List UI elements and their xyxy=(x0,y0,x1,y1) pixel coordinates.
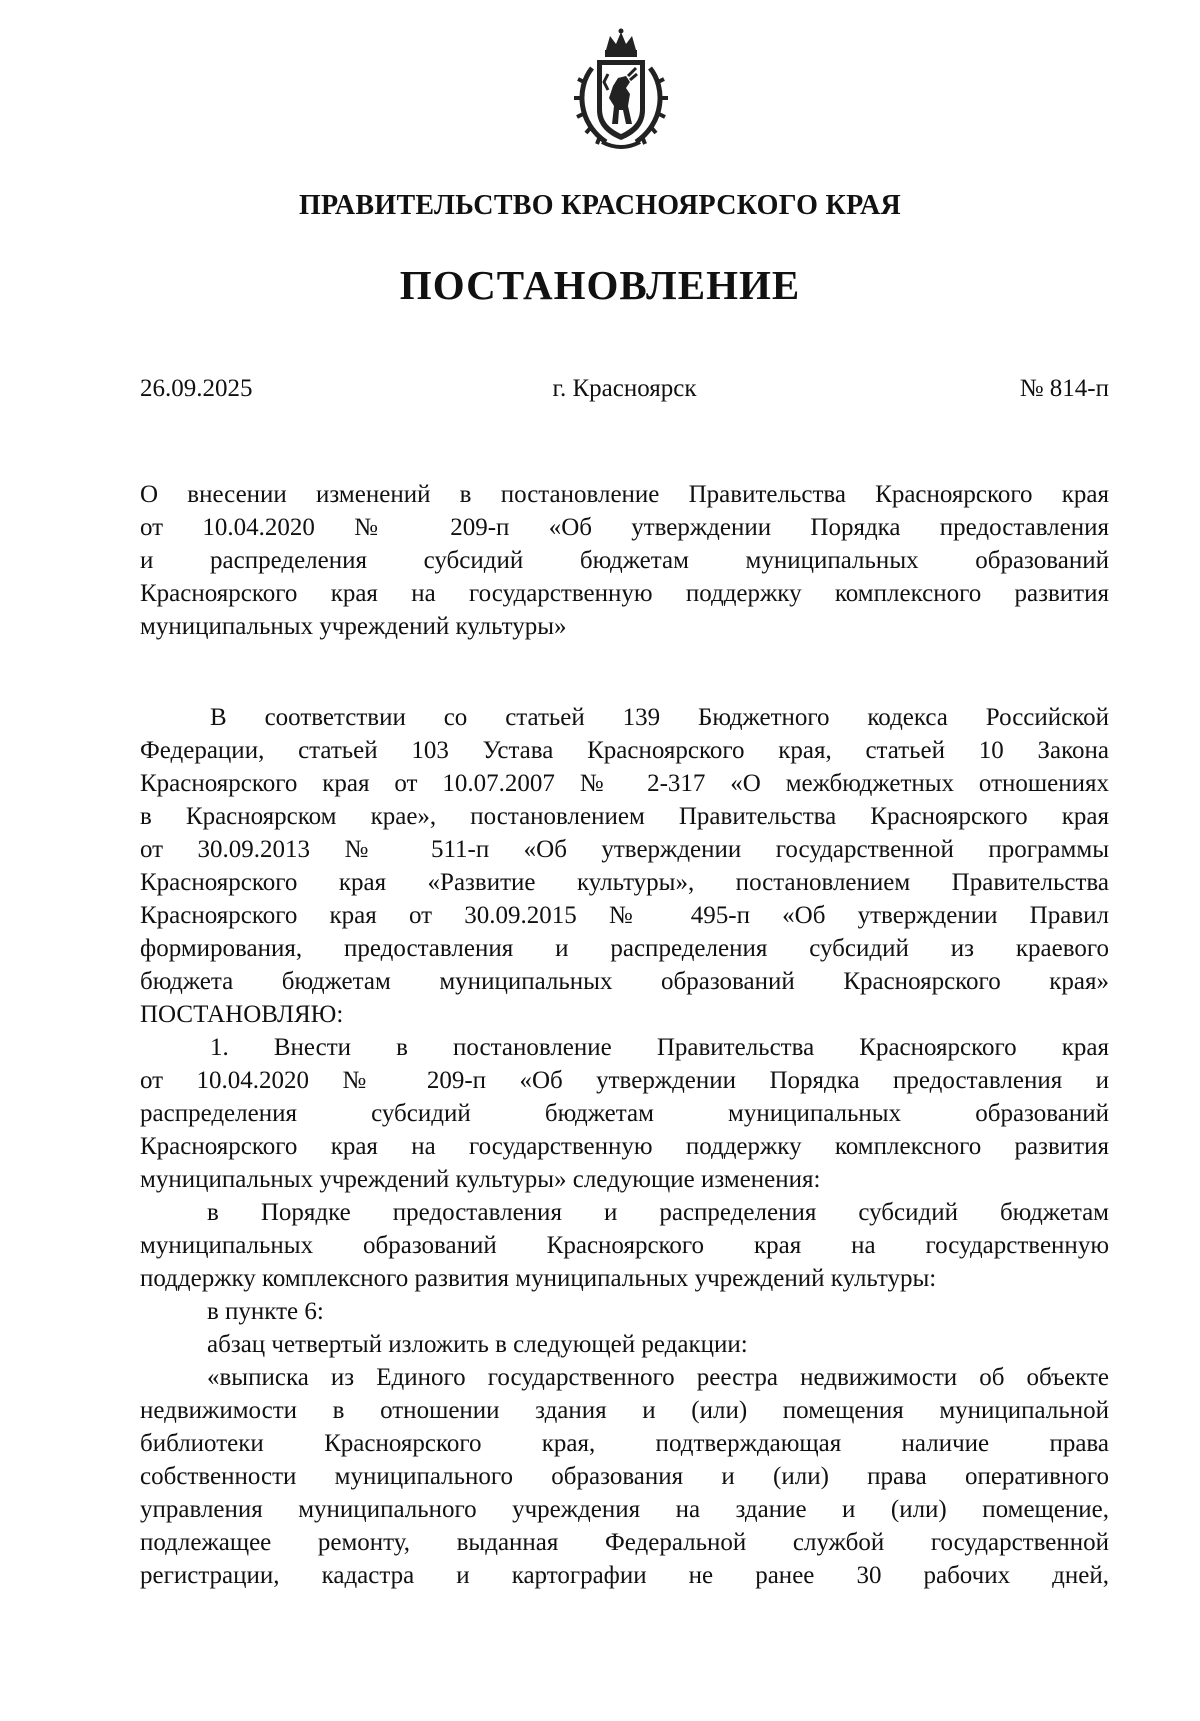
body-line: формирования, предоставления и распределения субсидий из краевого xyxy=(140,935,1109,962)
subject-line: Красноярского края на государственную поддержку комплексного развития xyxy=(140,580,1109,607)
body-line: от 30.09.2013 № 511-п «Об утверждении государственной программы xyxy=(140,836,1109,863)
document-date: 26.09.2025 xyxy=(140,375,253,402)
body-line: собственности муниципального образования и (или) права оперативного xyxy=(140,1463,1109,1490)
document-meta-row xyxy=(140,375,1109,411)
body-line: муниципальных учреждений культуры» следующие изменения: xyxy=(140,1166,821,1193)
body-line: Красноярского края от 30.09.2015 № 495-п «Об утверждении Правил xyxy=(140,902,1109,929)
body-line: поддержку комплексного развития муниципальных учреждений культуры: xyxy=(140,1265,937,1292)
body-line: Федерации, статьей 103 Устава Красноярского края, статьей 10 Закона xyxy=(140,737,1109,764)
body-line: Красноярского края на государственную поддержку комплексного развития xyxy=(140,1133,1109,1160)
body-line: от 10.04.2020 № 209-п «Об утверждении Порядка предоставления и xyxy=(140,1067,1109,1094)
document-subject xyxy=(140,478,1109,643)
document-number: № 814-п xyxy=(1019,375,1109,402)
body-line: муниципальных образований Красноярского края на государственную xyxy=(140,1232,1109,1259)
body-line: абзац четвертый изложить в следующей редакции: xyxy=(207,1331,748,1358)
body-line-decree: ПОСТАНОВЛЯЮ: xyxy=(140,1001,344,1028)
body-line: 1. Внести в постановление Правительства Красноярского края xyxy=(210,1034,1109,1061)
document-body xyxy=(140,701,1109,1592)
body-line: подлежащее ремонту, выданная Федеральной службой государственной xyxy=(140,1529,1109,1556)
body-line: библиотеки Красноярского края, подтверждающая наличие права xyxy=(140,1430,1109,1457)
body-line: управления муниципального учреждения на здание и (или) помещение, xyxy=(140,1496,1109,1523)
subject-line: от 10.04.2020 № 209-п «Об утверждении Порядка предоставления xyxy=(140,514,1109,541)
body-line: Красноярского края «Развитие культуры», постановлением Правительства xyxy=(140,869,1109,896)
subject-line: муниципальных учреждений культуры» xyxy=(140,613,567,640)
subject-line: и распределения субсидий бюджетам муниципальных образований xyxy=(140,547,1109,574)
document-city: г. Красноярск xyxy=(552,375,697,402)
body-line: в Красноярском крае», постановлением Правительства Красноярского края xyxy=(140,803,1109,830)
coat-of-arms-icon xyxy=(566,28,676,154)
body-line: в пункте 6: xyxy=(207,1298,324,1325)
body-line: В соответствии со статьей 139 Бюджетного кодекса Российской xyxy=(210,704,1109,731)
body-line: «выписка из Единого государственного реестра недвижимости об объекте xyxy=(207,1364,1109,1391)
government-title: ПРАВИТЕЛЬСТВО КРАСНОЯРСКОГО КРАЯ xyxy=(298,190,902,221)
body-line: бюджета бюджетам муниципальных образований Красноярского края» xyxy=(140,968,1109,995)
body-line: в Порядке предоставления и распределения субсидий бюджетам xyxy=(207,1199,1109,1226)
document-kind-title: ПОСТАНОВЛЕНИЕ xyxy=(399,262,801,308)
body-line: Красноярского края от 10.07.2007 № 2-317 «О межбюджетных отношениях xyxy=(140,770,1109,797)
body-line: недвижимости в отношении здания и (или) помещения муниципальной xyxy=(140,1397,1109,1424)
body-line: распределения субсидий бюджетам муниципальных образований xyxy=(140,1100,1109,1127)
body-line: регистрации, кадастра и картографии не ранее 30 рабочих дней, xyxy=(140,1562,1109,1589)
subject-line: О внесении изменений в постановление Правительства Красноярского края xyxy=(140,481,1109,508)
